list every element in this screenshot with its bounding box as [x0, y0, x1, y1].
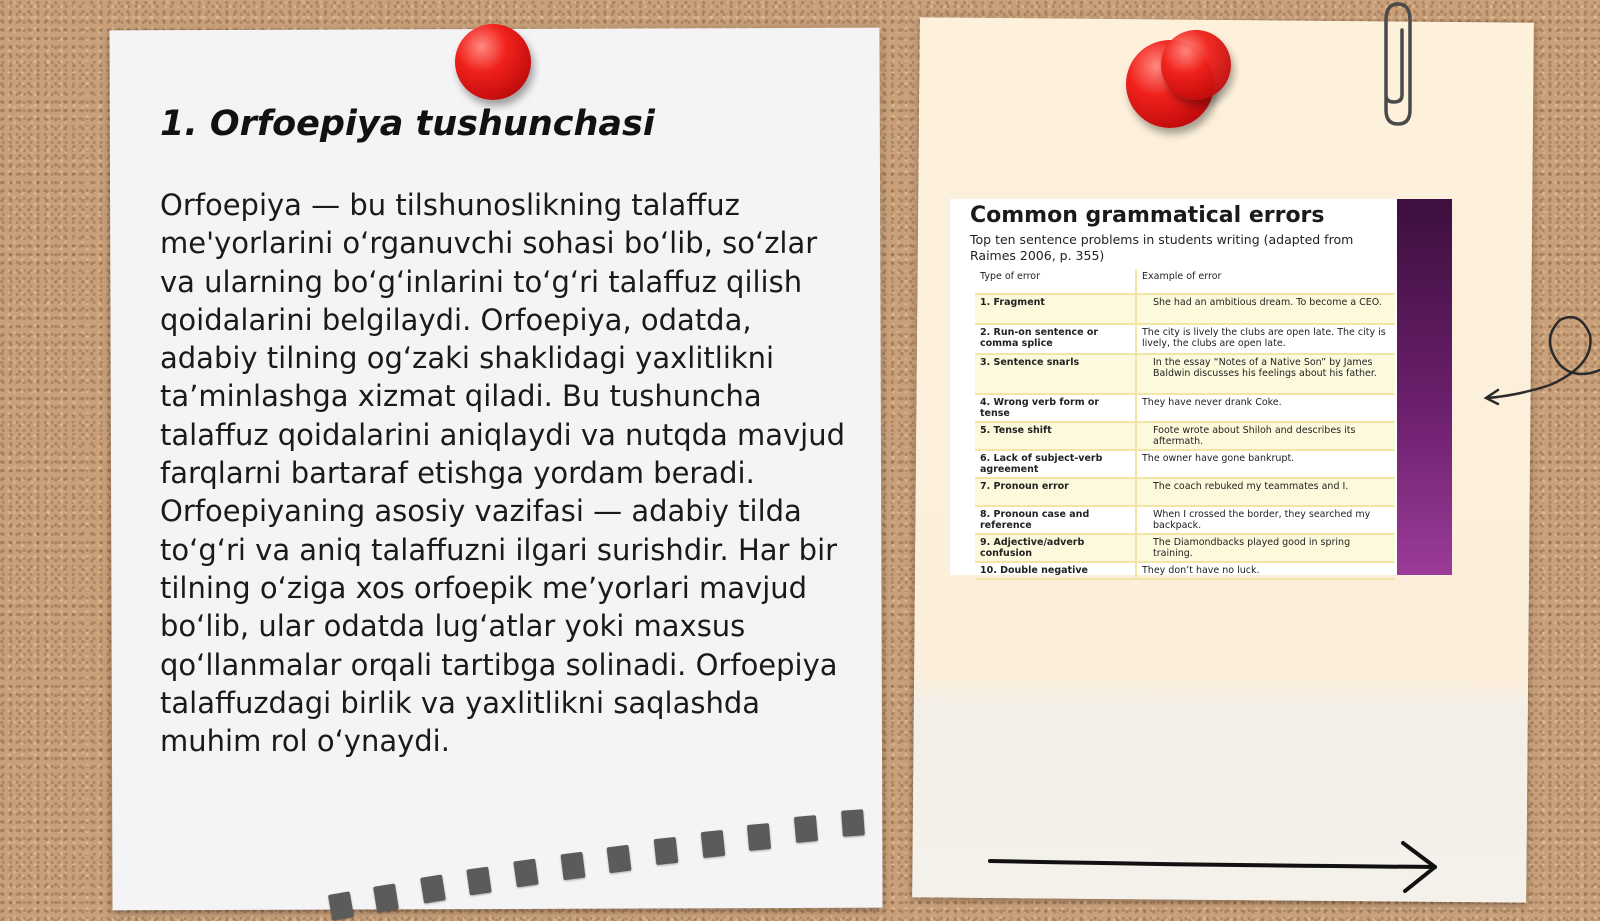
loop-arrow-icon: [1480, 310, 1600, 410]
error-type: 8. Pronoun case and reference: [975, 506, 1136, 534]
tape-strip: [513, 859, 538, 888]
figure-subtitle: Top ten sentence problems in students writing (adapted from Raimes 2006, p. 355): [970, 232, 1354, 263]
error-type: 1. Fragment: [975, 294, 1136, 324]
grammar-errors-figure: [950, 199, 1452, 575]
error-example: In the essay “Notes of a Native Son” by James Baldwin discusses his feelings about his father.: [1136, 354, 1395, 394]
error-example: She had an ambitious dream. To become a CEO.: [1136, 294, 1395, 324]
tape-strip: [373, 883, 399, 912]
error-type: 6. Lack of subject-verb agreement: [975, 450, 1136, 478]
tape-strip: [328, 891, 354, 920]
table-row: [975, 422, 1395, 450]
tape-strip: [747, 823, 771, 851]
error-example: The Diamondbacks played good in spring training.: [1136, 534, 1395, 562]
long-arrow-icon: [985, 835, 1445, 895]
table-row: [975, 394, 1395, 422]
tape-strip: [794, 815, 818, 843]
column-header-type: Type of error: [975, 269, 1136, 294]
error-type: 2. Run-on sentence or comma splice: [975, 324, 1136, 354]
error-type: 10. Double negative: [975, 562, 1136, 579]
table-row: [975, 478, 1395, 506]
error-type: 9. Adjective/adverb confusion: [975, 534, 1136, 562]
error-example: When I crossed the border, they searched my backpack.: [1136, 506, 1395, 534]
error-type: 5. Tense shift: [975, 422, 1136, 450]
tape-strip: [701, 830, 726, 858]
tape-strip: [466, 867, 491, 896]
body-paragraph: Orfoepiya — bu tilshunoslikning talaffuz me'yorlarini o‘rganuvchi sohasi bo‘lib, so‘zlar va ularning bo‘g‘inlarini to‘g‘ri talaffuz qilish qoidalarini belgilaydi. Orfoepiya, odatda, adabiy tilning og‘zaki shaklidagi yaxlitlikni ta’minlashga xizmat qiladi. Bu tushuncha talaffuz qoidalarini aniqlaydi va nutqda mavjud farqlarni bartaraf etishga yordam beradi. Orfoepiyaning asosiy vazifasi — adabiy tilda to‘g‘ri va aniq talaffuzni ilgari surishdir. Har bir tilning o‘ziga xos orfoepik me’yorlari mavjud bo‘lib, ular odatda lug‘atlar yoki maxsus qo‘llanmalar orqali tartibga solinadi. Orfoepiya talaffuzdagi birlik va yaxlitlikni saqlashda muhim rol o‘ynaydi.: [160, 188, 846, 759]
column-header-example: Example of error: [1136, 269, 1395, 294]
table-row: [975, 294, 1395, 324]
tape-strip: [420, 874, 446, 903]
error-example: They don’t have no luck.: [1136, 562, 1395, 579]
error-example: Foote wrote about Shiloh and describes its aftermath.: [1136, 422, 1395, 450]
table-row: [975, 562, 1395, 579]
page-title: 1. Orfoepiya tushunchasi: [160, 104, 655, 144]
error-example: The city is lively the clubs are open late. The city is lively, the clubs are open late.: [1136, 324, 1395, 354]
table-header-row: [975, 269, 1395, 294]
figure-accent-bar: [1397, 199, 1452, 575]
error-type: 7. Pronoun error: [975, 478, 1136, 506]
push-pin-icon: [1161, 30, 1231, 100]
push-pin-icon: [455, 24, 531, 100]
error-type: 4. Wrong verb form or tense: [975, 394, 1136, 422]
error-type: 3. Sentence snarls: [975, 354, 1136, 394]
paper-clip-icon: [1372, 0, 1422, 130]
table-row: [975, 506, 1395, 534]
tape-strip: [841, 809, 865, 836]
error-example: The owner have gone bankrupt.: [1136, 450, 1395, 478]
errors-table: [975, 269, 1395, 580]
tape-strip: [654, 837, 679, 865]
error-example: The coach rebuked my teammates and I.: [1136, 478, 1395, 506]
tape-strip: [560, 852, 585, 880]
error-example: They have never drank Coke.: [1136, 394, 1395, 422]
table-row: [975, 450, 1395, 478]
table-row: [975, 324, 1395, 354]
table-row: [975, 534, 1395, 562]
tape-strip: [606, 845, 631, 873]
figure-title: Common grammatical errors: [970, 203, 1325, 228]
table-row: [975, 354, 1395, 394]
